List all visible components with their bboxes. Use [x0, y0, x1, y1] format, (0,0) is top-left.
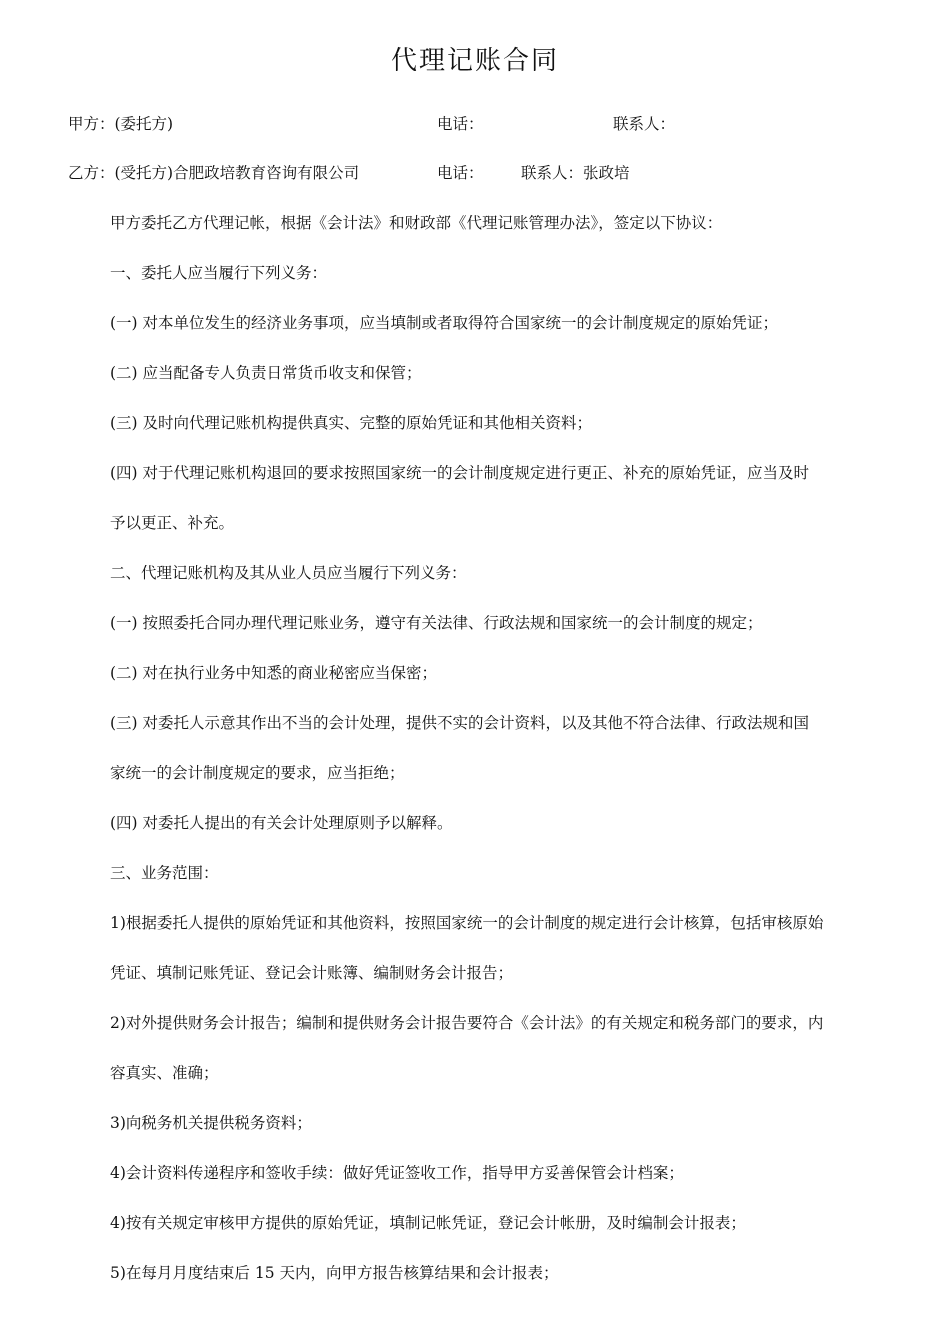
section-2-heading: 二、代理记账机构及其从业人员应当履行下列义务： [110, 564, 467, 582]
section-1-item-4: (四) 对于代理记账机构退回的要求按照国家统一的会计制度规定进行更正、补充的原始凭证，应当及时 [110, 464, 810, 482]
section-2-item-3-continued: 家统一的会计制度规定的要求，应当拒绝； [110, 764, 405, 782]
section-2-item-1: (一) 按照委托合同办理代理记账业务，遵守有关法律、行政法规和国家统一的会计制度的规定； [110, 614, 763, 632]
party-a-label: 甲方：(委托方) [68, 115, 174, 133]
section-1-item-4-continued: 予以更正、补充。 [110, 514, 235, 532]
section-2-item-2: (二) 对在执行业务中知悉的商业秘密应当保密； [110, 664, 438, 682]
section-1-heading: 一、委托人应当履行下列义务： [110, 264, 328, 282]
intro-paragraph: 甲方委托乙方代理记帐，根据《会计法》和财政部《代理记账管理办法》，签定以下协议： [110, 214, 723, 232]
party-b-phone-label: 电话： [437, 164, 484, 182]
section-3-heading: 三、业务范围： [110, 864, 219, 882]
section-3-item-1-continued: 凭证、填制记账凭证、登记会计账簿、编制财务会计报告； [110, 964, 514, 982]
document-title: 代理记账合同 [390, 46, 559, 76]
section-1-item-3: (三) 及时向代理记账机构提供真实、完整的原始凭证和其他相关资料； [110, 414, 593, 432]
section-1-item-2: (二) 应当配备专人负责日常货币收支和保管； [110, 364, 422, 382]
section-2-item-3: (三) 对委托人示意其作出不当的会计处理，提供不实的会计资料，以及其他不符合法律、行政法规和国 [110, 714, 810, 732]
section-1-item-1: (一) 对本单位发生的经济业务事项，应当填制或者取得符合国家统一的会计制度规定的原始凭证； [110, 314, 779, 332]
party-a-contact-label: 联系人： [613, 115, 676, 133]
party-b-contact-label: 联系人：张政培 [521, 164, 630, 182]
section-3-item-4a: 4)会计资料传递程序和签收手续：做好凭证签收工作，指导甲方妥善保管会计档案； [110, 1164, 684, 1182]
party-a-phone-label: 电话： [437, 115, 484, 133]
section-3-item-3: 3)向税务机关提供税务资料； [110, 1114, 312, 1132]
section-3-item-4b: 4)按有关规定审核甲方提供的原始凭证，填制记帐凭证，登记会计帐册，及时编制会计报表； [110, 1214, 746, 1232]
section-3-item-5: 5)在每月月度结束后 15 天内，向甲方报告核算结果和会计报表； [110, 1264, 559, 1282]
section-3-item-2-continued: 容真实、准确； [110, 1064, 219, 1082]
section-2-item-4: (四) 对委托人提出的有关会计处理原则予以解释。 [110, 814, 453, 832]
party-b-label: 乙方：(受托方)合肥政培教育咨询有限公司 [68, 164, 360, 182]
section-3-item-2: 2)对外提供财务会计报告；编制和提供财务会计报告要符合《会计法》的有关规定和税务部门的要求，内 [110, 1014, 824, 1032]
section-3-item-1: 1)根据委托人提供的原始凭证和其他资料，按照国家统一的会计制度的规定进行会计核算，包括审核原始 [110, 914, 824, 932]
